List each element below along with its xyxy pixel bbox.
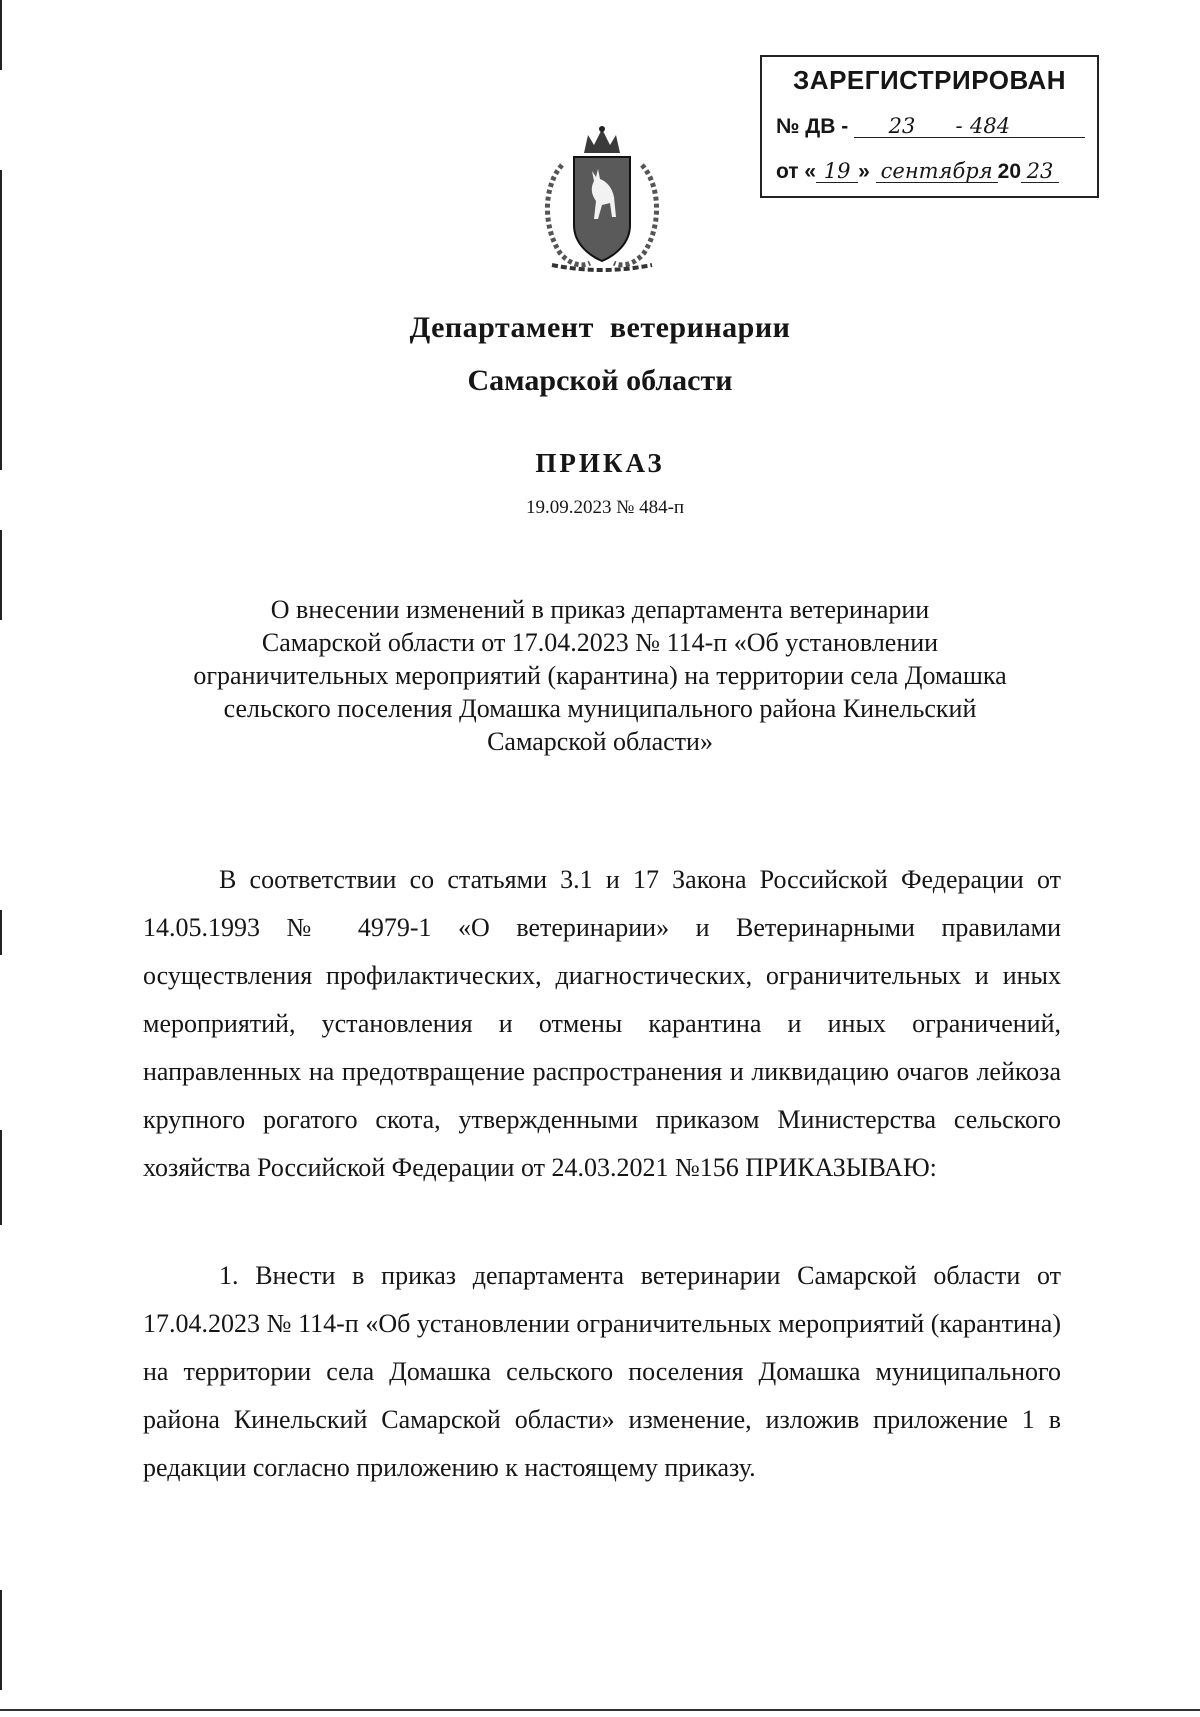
document-type-title: ПРИКАЗ [535,448,665,478]
scan-bottom-edge [0,1709,1200,1711]
stamp-date-prefix: от « [776,160,817,183]
stamp-number-row [776,115,1085,139]
stamp-date-year-prefix: 20 [997,160,1021,183]
samara-coat-of-arms-icon [532,125,672,275]
body-paragraph-item-1: 1. Внести в приказ департамента ветеринарии Самарской области от 17.04.2023 № 114-п «Об установлении ограничительных мероприятий (карантина) на территории села Домашка сельского поселения Домашка муниципального района Кинельский Самарской области» изменение, изложив приложение 1 в редакции согласно приложению к настоящему приказу. [143,1261,1061,1482]
document-subject [130,593,1070,758]
subject-line: О внесении изменений в приказ департамента ветеринарии [270,595,930,624]
stamp-number-label: № ДВ - [776,115,849,138]
stamp-number-separator: - [950,115,968,138]
scan-edge-mark [0,530,2,620]
document-date-number: 19.09.2023 № 484-п [525,497,685,518]
body-paragraph-preamble: В соответствии со статьями 3.1 и 17 Закона Российской Федерации от 14.05.1993 № 4979-1 «О ветеринарии» и Ветеринарными правилами осуществления профилактических, диагностических, ограничительных и иных мероприятий, установления и отмены карантина и иных ограничений, направленных на предотвращение распространения и ликвидацию очагов лейкоза крупного рогатого скота, утвержденными приказом Министерства сельского хозяйства Российской Федерации от 24.03.2021 №156 ПРИКАЗЫВАЮ: [143,865,1061,1182]
scan-edge-mark [0,0,2,70]
stamp-title: ЗАРЕГИСТРИРОВАН [793,65,1066,95]
scan-edge-mark [0,1590,2,1690]
scan-edge-mark [0,1130,2,1225]
department-name-line-1: Департамент ветеринарии [409,311,791,344]
subject-line: Самарской области от 17.04.2023 № 114-п «Об установлении [261,628,939,657]
stamp-date-close: » [858,160,870,183]
department-name-line-2: Самарской области [467,364,733,397]
subject-line: ограничительных мероприятий (карантина) на территории села Домашка [193,661,1007,690]
stamp-date-year-suffix: 23 [1021,160,1059,183]
stamp-date-month: сентября [876,160,998,183]
subject-line: сельского поселения Домашка муниципального района Кинельский [223,694,977,723]
stamp-number-handwritten-2: 484 [968,115,1085,138]
subject-line: Самарской области» [487,727,713,756]
stamp-date-row [776,160,1059,184]
registration-stamp [760,55,1099,198]
stamp-date-day: 19 [816,160,858,183]
scan-edge-mark [0,910,2,955]
stamp-number-handwritten-1: 23 [854,115,950,138]
